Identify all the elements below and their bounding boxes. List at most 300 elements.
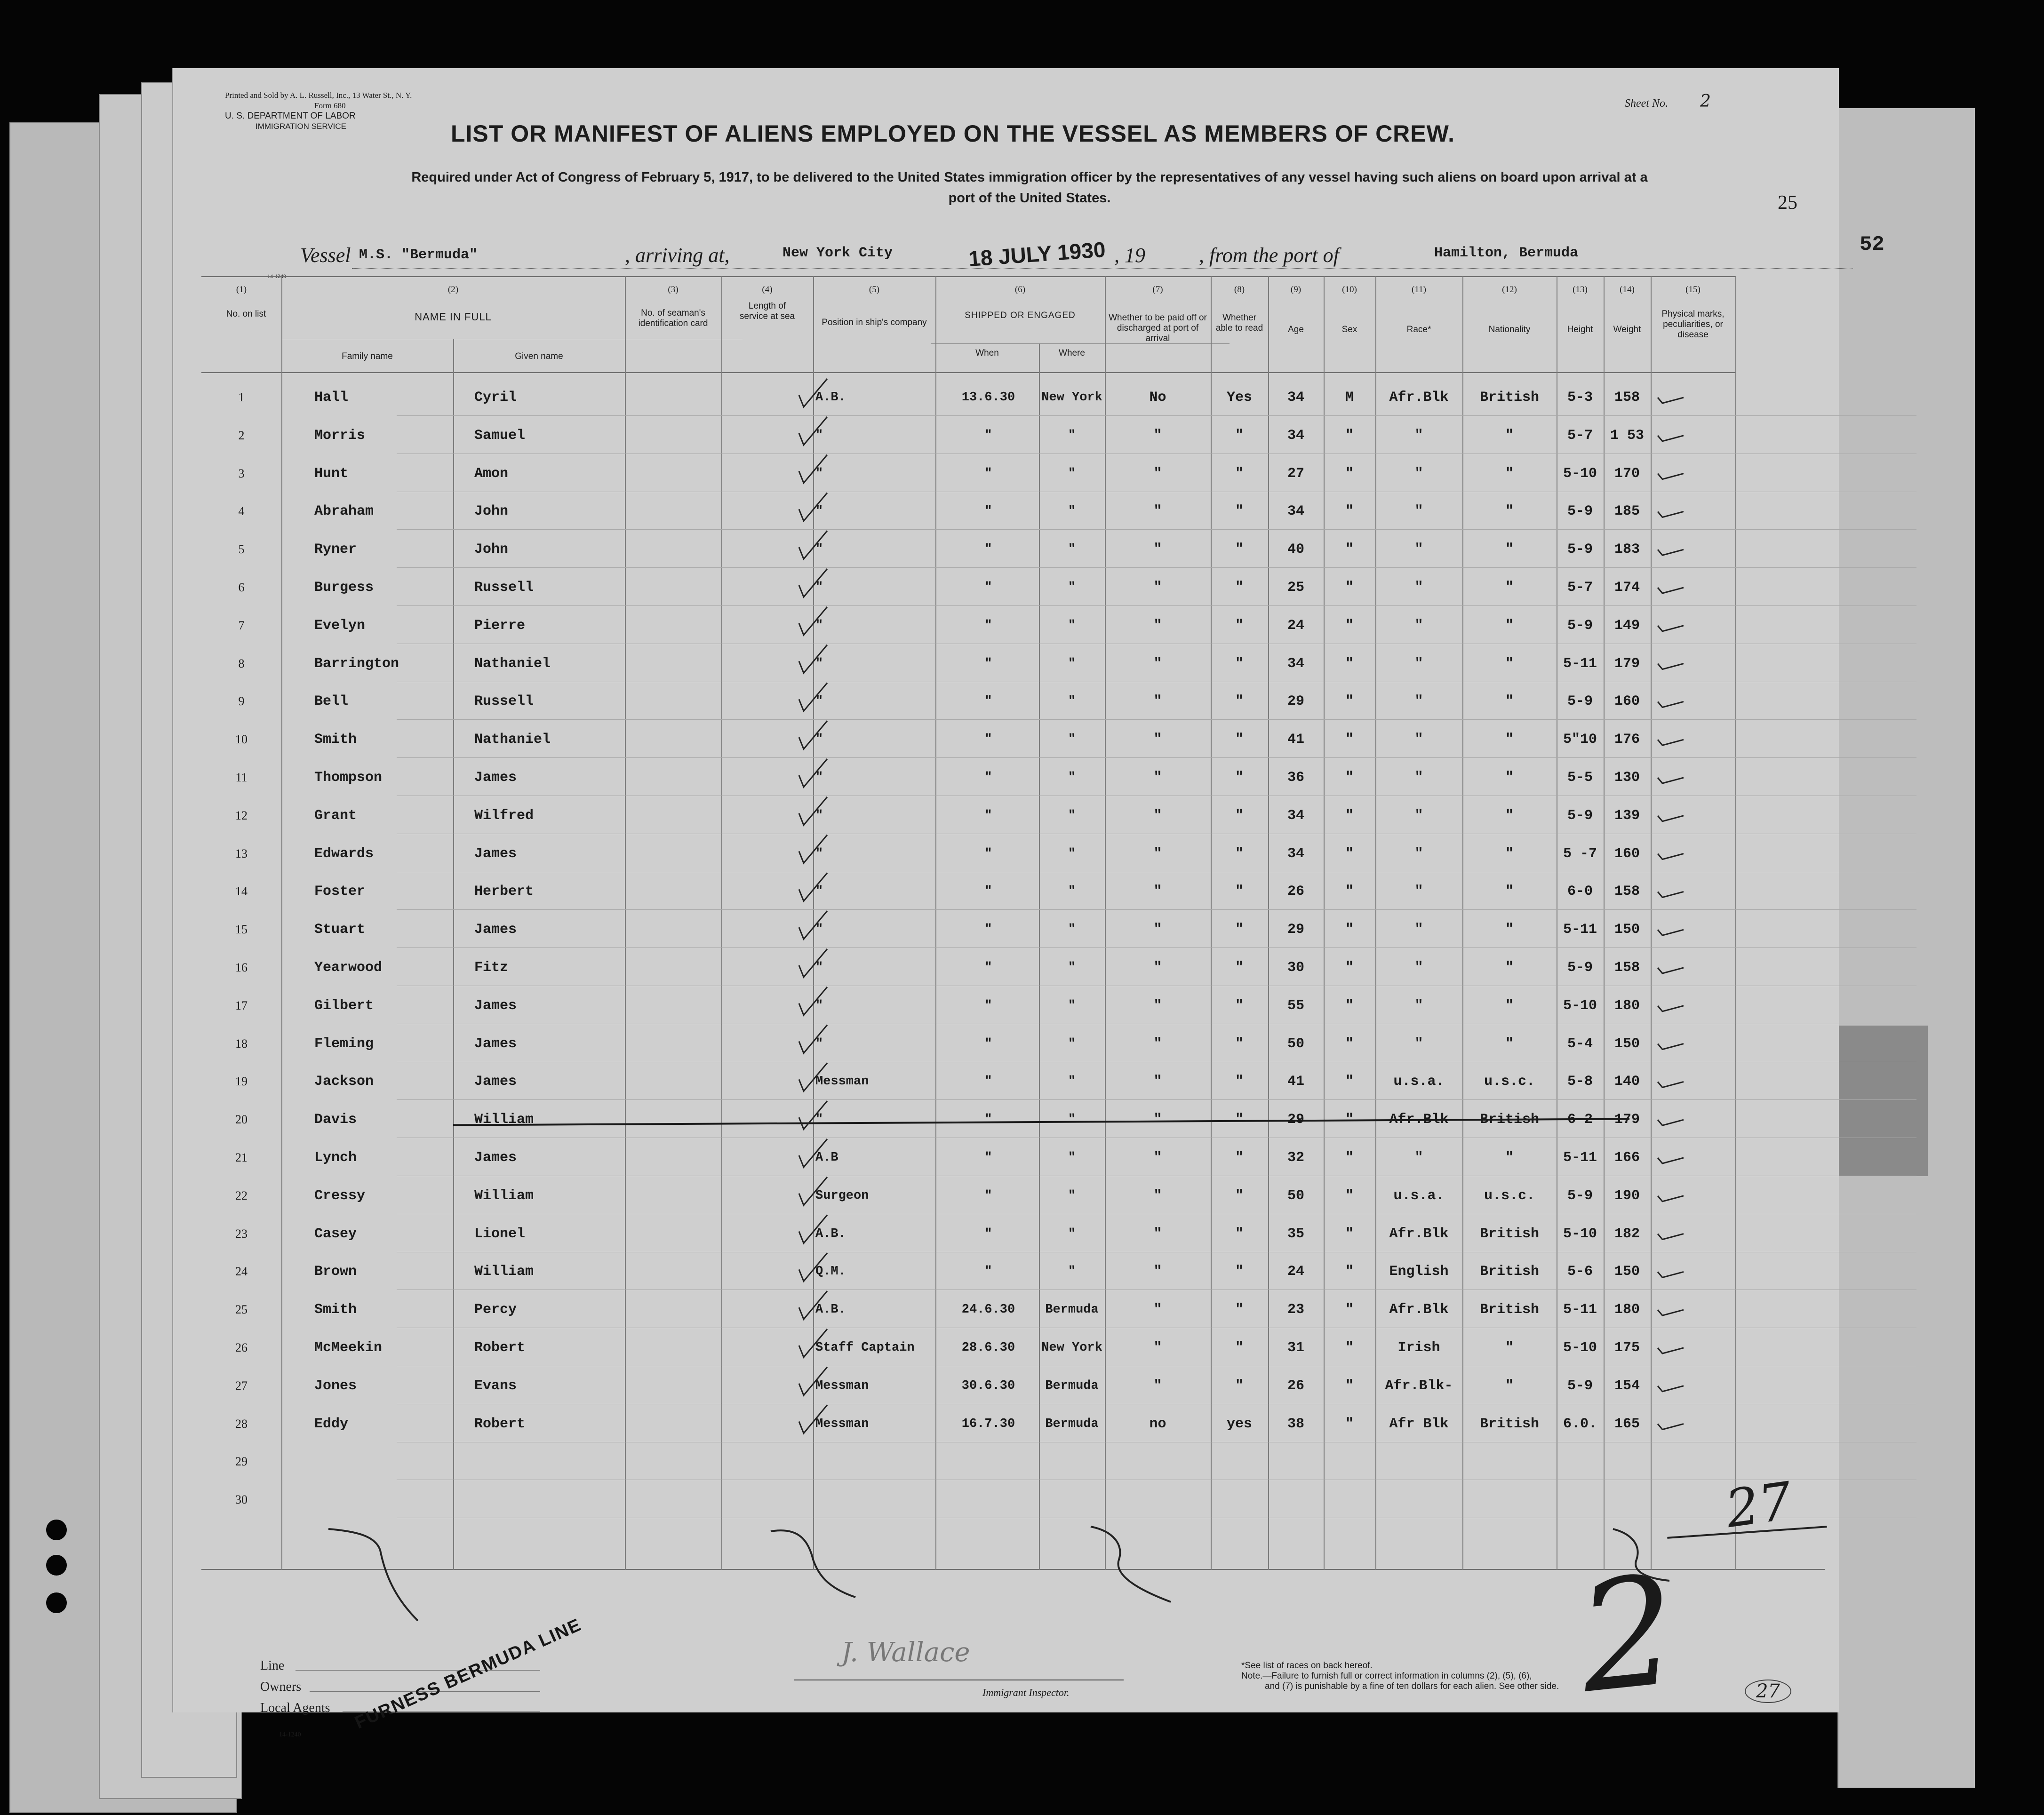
head-race: Race* — [1406, 325, 1431, 334]
shipped-when: 13.6.30 — [961, 390, 1015, 405]
nationality: " — [1505, 1150, 1514, 1166]
colnum-5: (5) — [869, 285, 880, 295]
row-number: 8 — [238, 656, 245, 670]
shipped-where: " — [1068, 998, 1076, 1013]
given-name: Evans — [474, 1377, 517, 1394]
shipped-where: Bermuda — [1045, 1378, 1099, 1393]
manifest-sheet — [172, 68, 1839, 1738]
family-name: Foster — [314, 884, 366, 900]
tick-mark — [799, 683, 827, 711]
row-number: 6 — [238, 581, 245, 594]
row-number: 14 — [235, 884, 248, 899]
given-name: Nathaniel — [474, 655, 551, 672]
given-name — [474, 1443, 623, 1481]
shipped-when: " — [984, 1036, 992, 1051]
weight: 165 — [1614, 1416, 1640, 1432]
nationality: " — [1505, 503, 1514, 520]
given-name: John — [474, 541, 509, 558]
department: U. S. DEPARTMENT OF LABOR — [225, 111, 356, 121]
fine-note-2: and (7) is punishable by a fine of ten dollars for each alien. See other side. — [1265, 1681, 1559, 1691]
fine-note-1: Note.—Failure to furnish full or correct information in columns (2), (5), (6), — [1241, 1671, 1532, 1681]
height: 5-10 — [1563, 997, 1597, 1014]
date-stamp: 18 JULY 1930 — [967, 237, 1107, 271]
age: 40 — [1287, 541, 1304, 558]
sex: " — [1345, 1226, 1354, 1242]
weight: 158 — [1614, 960, 1640, 976]
given-name: Russell — [474, 693, 534, 710]
shipped-when: " — [984, 846, 992, 861]
shipped-when: " — [984, 1151, 992, 1165]
head-weight: Weight — [1613, 325, 1641, 334]
able-to-read: " — [1235, 541, 1244, 558]
weight: 150 — [1614, 1264, 1640, 1280]
row-number: 18 — [235, 1036, 248, 1051]
position: " — [815, 884, 823, 899]
height: 5-10 — [1563, 1226, 1597, 1242]
race: Afr.Blk- — [1385, 1377, 1453, 1394]
weight: 190 — [1614, 1187, 1640, 1204]
given-name: Herbert — [474, 884, 534, 900]
head-shipped: SHIPPED OR ENGAGED — [965, 310, 1076, 320]
race: " — [1414, 465, 1423, 482]
nationality: " — [1505, 732, 1514, 748]
height: 5-9 — [1567, 960, 1593, 976]
able-to-read: " — [1235, 1302, 1244, 1318]
family-name: McMeekin — [314, 1340, 383, 1356]
age: 27 — [1287, 465, 1304, 482]
shipped-where: " — [1068, 694, 1076, 709]
height: 5-6 — [1567, 1264, 1593, 1280]
tick-mark — [799, 911, 827, 939]
position: A.B. — [815, 390, 846, 405]
family-name — [314, 1443, 451, 1481]
colnum-8: (8) — [1234, 285, 1245, 295]
weight: 174 — [1614, 580, 1640, 596]
year-label: , 19 — [1114, 244, 1145, 267]
shipped-when: " — [984, 998, 992, 1013]
nationality: British — [1479, 390, 1540, 406]
row-number: 3 — [238, 466, 245, 480]
printer-credit: Printed and Sold by A. L. Russell, Inc., 13 Water St., N. Y. — [225, 91, 412, 100]
paid-off: " — [1153, 732, 1162, 748]
row-number: 24 — [235, 1265, 248, 1279]
form-code-top: 14-1240 — [267, 273, 286, 279]
given-name: William — [474, 1264, 534, 1280]
row-number: 5 — [238, 542, 245, 557]
shipped-where: " — [1068, 504, 1076, 519]
sex: " — [1345, 770, 1354, 786]
shipped-where: " — [1068, 732, 1076, 747]
race: " — [1414, 770, 1423, 786]
paid-off: No — [1149, 390, 1166, 406]
head-when: When — [975, 348, 999, 358]
marks-tick — [1658, 892, 1684, 897]
paid-off: " — [1153, 427, 1162, 444]
able-to-read: " — [1235, 1377, 1244, 1394]
head-name-in-full: NAME IN FULL — [415, 311, 492, 323]
shipped-where: New York — [1041, 1341, 1102, 1355]
weight: 154 — [1614, 1377, 1640, 1394]
paid-off: " — [1153, 807, 1162, 824]
marks-tick — [1658, 588, 1684, 593]
sex: " — [1345, 580, 1354, 596]
paid-off: " — [1153, 1264, 1162, 1280]
able-to-read: " — [1235, 1226, 1244, 1242]
race: " — [1414, 1150, 1423, 1166]
row-number: 9 — [238, 694, 245, 708]
sex: " — [1345, 1264, 1354, 1280]
tick-mark — [799, 1405, 827, 1433]
able-to-read: " — [1235, 845, 1244, 862]
shipped-when: 16.7.30 — [961, 1417, 1015, 1431]
family-name: Casey — [314, 1226, 357, 1242]
position: Staff Captain — [815, 1341, 915, 1355]
tick-mark — [799, 759, 827, 787]
age: 24 — [1287, 617, 1304, 634]
marks-tick — [1658, 1158, 1684, 1163]
head-where: Where — [1059, 348, 1085, 358]
height: 5-7 — [1567, 580, 1593, 596]
age: 25 — [1287, 580, 1304, 596]
race: " — [1414, 427, 1423, 444]
paid-off: " — [1153, 884, 1162, 900]
age: 34 — [1287, 503, 1304, 520]
colnum-11: (11) — [1412, 285, 1426, 295]
position: " — [815, 998, 823, 1013]
age: 34 — [1287, 427, 1304, 444]
sex: " — [1345, 884, 1354, 900]
nationality: " — [1505, 1377, 1514, 1394]
sex: " — [1345, 503, 1354, 520]
shipped-where: " — [1068, 1113, 1076, 1127]
position: " — [815, 428, 823, 443]
race: " — [1414, 997, 1423, 1014]
age: 23 — [1287, 1302, 1304, 1318]
row-number: 30 — [235, 1493, 248, 1507]
race: " — [1414, 1035, 1423, 1052]
weight: 139 — [1614, 807, 1640, 824]
age: 26 — [1287, 884, 1304, 900]
age: 35 — [1287, 1226, 1304, 1242]
able-to-read: " — [1235, 1035, 1244, 1052]
weight: 1 53 — [1610, 427, 1644, 444]
colnum-7: (7) — [1152, 285, 1163, 295]
tick-mark — [799, 1063, 827, 1091]
race: Afr.Blk — [1389, 1226, 1449, 1242]
sex: " — [1345, 732, 1354, 748]
binder-hole — [46, 1520, 67, 1540]
family-name: Evelyn — [314, 617, 366, 634]
paid-off: " — [1153, 1112, 1162, 1128]
given-name: Lionel — [474, 1226, 526, 1242]
head-no-on-list: No. on list — [226, 309, 266, 319]
colnum-3: (3) — [668, 285, 679, 295]
nationality: British — [1479, 1112, 1540, 1128]
given-name: James — [474, 845, 517, 862]
nationality: British — [1479, 1226, 1540, 1242]
weight: 150 — [1614, 922, 1640, 938]
position: A.B — [815, 1151, 838, 1165]
marks-tick — [1658, 968, 1684, 973]
race: Afr.Blk — [1389, 1112, 1449, 1128]
nationality: " — [1505, 1340, 1514, 1356]
inspector-label: Immigrant Inspector. — [982, 1687, 1070, 1698]
paid-off: " — [1153, 1302, 1162, 1318]
head-sex: Sex — [1341, 325, 1357, 334]
tick-mark — [799, 493, 827, 521]
family-name: Smith — [314, 732, 357, 748]
family-name: Bell — [314, 693, 349, 710]
position: Q.M. — [815, 1265, 846, 1279]
shipped-where: " — [1068, 808, 1076, 823]
vessel-name: M.S. "Bermuda" — [359, 247, 478, 263]
sex: " — [1345, 997, 1354, 1014]
family-name: Burgess — [314, 580, 374, 596]
sex: " — [1345, 807, 1354, 824]
height: 5-4 — [1567, 1035, 1593, 1052]
row-number: 19 — [235, 1075, 248, 1089]
position: Surgeon — [815, 1188, 869, 1203]
shipped-where: " — [1068, 961, 1076, 975]
tick-mark — [799, 949, 827, 977]
height: 5-7 — [1567, 427, 1593, 444]
shipped-when: 24.6.30 — [961, 1303, 1015, 1317]
nationality: " — [1505, 845, 1514, 862]
footer-line-rule — [295, 1670, 540, 1671]
weight: 150 — [1614, 1035, 1640, 1052]
head-age: Age — [1288, 325, 1304, 334]
position: " — [815, 694, 823, 709]
subtitle-line-2: port of the United States. — [948, 191, 1111, 206]
paid-off: " — [1153, 960, 1162, 976]
tick-mark — [799, 417, 827, 445]
position: " — [815, 618, 823, 633]
tick-mark — [799, 1215, 827, 1243]
able-to-read: " — [1235, 732, 1244, 748]
marks-tick — [1658, 1272, 1684, 1277]
colnum-10: (10) — [1342, 285, 1357, 295]
weight: 130 — [1614, 770, 1640, 786]
form-code-bottom: 14-1240 — [279, 1731, 301, 1738]
shipped-where: " — [1068, 1265, 1076, 1279]
sheet-number: 2 — [1700, 92, 1711, 111]
shipped-when: " — [984, 1226, 992, 1241]
height: 5-9 — [1567, 1187, 1593, 1204]
sex: " — [1345, 845, 1354, 862]
head-height: Height — [1567, 325, 1593, 334]
departure-port: Hamilton, Bermuda — [1434, 245, 1579, 261]
weight: 158 — [1614, 390, 1640, 406]
tick-mark — [799, 1101, 827, 1129]
shipped-where: " — [1068, 923, 1076, 937]
family-name: Eddy — [314, 1416, 349, 1432]
tick-mark — [799, 721, 827, 749]
tick-mark — [799, 797, 827, 825]
weight: 158 — [1614, 884, 1640, 900]
age: 29 — [1287, 922, 1304, 938]
height: 5-11 — [1563, 1150, 1597, 1166]
given-name: William — [474, 1112, 534, 1128]
shipped-when: " — [984, 884, 992, 899]
tick-mark — [799, 531, 827, 559]
head-paid-off: Whether to be paid off or discharged at port of arrival — [1109, 313, 1207, 343]
race: " — [1414, 732, 1423, 748]
marks-tick — [1658, 1424, 1684, 1430]
marks-tick — [1658, 626, 1684, 631]
given-name: James — [474, 922, 517, 938]
shipped-where: " — [1068, 656, 1076, 671]
able-to-read: " — [1235, 1074, 1244, 1090]
paid-off: " — [1153, 1035, 1162, 1052]
given-name: Amon — [474, 465, 509, 482]
paid-off: " — [1153, 655, 1162, 672]
weight: 140 — [1614, 1074, 1640, 1090]
given-name: Samuel — [474, 427, 526, 444]
weight: 182 — [1614, 1226, 1640, 1242]
shipped-when: " — [984, 1188, 992, 1203]
family-name: Morris — [314, 427, 366, 444]
row-number: 7 — [238, 618, 245, 632]
family-name: Yearwood — [314, 960, 383, 976]
able-to-read: " — [1235, 1112, 1244, 1128]
given-name: Wilfred — [474, 807, 534, 824]
head-position: Position in ship's company — [822, 318, 927, 327]
weight: 176 — [1614, 732, 1640, 748]
shipped-where: " — [1068, 428, 1076, 443]
footer-agents-label: Local Agents — [260, 1701, 330, 1715]
tick-mark — [799, 873, 827, 901]
race: " — [1414, 655, 1423, 672]
shipped-when: 30.6.30 — [961, 1378, 1015, 1393]
position: " — [815, 961, 823, 975]
tick-mark — [799, 1367, 827, 1395]
able-to-read: Yes — [1226, 390, 1252, 406]
race: Afr.Blk — [1389, 1302, 1449, 1318]
weight: 160 — [1614, 845, 1640, 862]
height: 5-10 — [1563, 1340, 1597, 1356]
weight: 170 — [1614, 465, 1640, 482]
family-name: Abraham — [314, 503, 374, 520]
sex: " — [1345, 1074, 1354, 1090]
able-to-read: " — [1235, 1150, 1244, 1166]
row-number: 21 — [235, 1151, 248, 1164]
head-read: Whether able to read — [1215, 313, 1263, 333]
family-name: Brown — [314, 1264, 357, 1280]
weight: 160 — [1614, 693, 1640, 710]
able-to-read: " — [1235, 693, 1244, 710]
paid-off: " — [1153, 770, 1162, 786]
shipped-when: " — [984, 466, 992, 481]
able-to-read: " — [1235, 503, 1244, 520]
sex: " — [1345, 960, 1354, 976]
shipped-where: Bermuda — [1045, 1417, 1099, 1431]
age: 30 — [1287, 960, 1304, 976]
nationality: " — [1505, 770, 1514, 786]
shipped-when: " — [984, 618, 992, 633]
nationality: British — [1479, 1416, 1540, 1432]
paid-off: " — [1153, 465, 1162, 482]
height: 5-11 — [1563, 1302, 1597, 1318]
height: 5"10 — [1563, 732, 1597, 748]
inspector-signature: J. Wallace — [841, 1637, 970, 1668]
age: 50 — [1287, 1187, 1304, 1204]
nationality: " — [1505, 807, 1514, 824]
family-name: Fleming — [314, 1035, 374, 1052]
race: " — [1414, 922, 1423, 938]
sex: " — [1345, 1112, 1354, 1128]
family-name: Grant — [314, 807, 357, 824]
marks-tick — [1658, 474, 1684, 479]
head-family-name: Family name — [342, 351, 393, 361]
marks-tick — [1658, 549, 1684, 555]
able-to-read: " — [1235, 884, 1244, 900]
row-number: 20 — [235, 1113, 248, 1127]
shipped-where: Bermuda — [1045, 1303, 1099, 1317]
position: " — [815, 581, 823, 595]
height: 5-11 — [1563, 922, 1597, 938]
family-name: Thompson — [314, 770, 383, 786]
height: 5-5 — [1567, 770, 1593, 786]
age: 55 — [1287, 997, 1304, 1014]
head-nationality: Nationality — [1488, 325, 1531, 334]
family-name: Cressy — [314, 1187, 366, 1204]
sex: " — [1345, 541, 1354, 558]
given-name: Pierre — [474, 617, 526, 634]
height: 5-11 — [1563, 655, 1597, 672]
age: 32 — [1287, 1150, 1304, 1166]
paid-off: " — [1153, 1187, 1162, 1204]
row-number: 25 — [235, 1303, 248, 1317]
age: 38 — [1287, 1416, 1304, 1432]
race: " — [1414, 693, 1423, 710]
race: " — [1414, 541, 1423, 558]
paid-off: no — [1149, 1416, 1166, 1432]
weight: 175 — [1614, 1340, 1640, 1356]
position: " — [815, 656, 823, 671]
row-number: 1 — [238, 390, 245, 404]
given-name: James — [474, 770, 517, 786]
row-number: 17 — [235, 998, 248, 1012]
nationality: " — [1505, 960, 1514, 976]
race: " — [1414, 617, 1423, 634]
paid-off: " — [1153, 1226, 1162, 1242]
shipped-where: " — [1068, 542, 1076, 557]
sex: " — [1345, 1302, 1354, 1318]
row-number: 10 — [235, 732, 248, 747]
sheet-label: Sheet No. — [1625, 97, 1668, 110]
position: " — [815, 542, 823, 557]
marks-tick — [1658, 1348, 1684, 1353]
shipped-when: " — [984, 808, 992, 823]
position: " — [815, 846, 823, 861]
age: 41 — [1287, 732, 1304, 748]
marks-tick — [1658, 1006, 1684, 1011]
position: A.B. — [815, 1303, 846, 1317]
paid-off: " — [1153, 1377, 1162, 1394]
age: 34 — [1287, 390, 1304, 406]
family-name: Barrington — [314, 655, 399, 672]
nationality: British — [1479, 1264, 1540, 1280]
family-name: Stuart — [314, 922, 366, 938]
race: " — [1414, 884, 1423, 900]
nationality: u.s.c. — [1484, 1074, 1535, 1090]
page-number: 25 — [1778, 192, 1797, 214]
nationality: " — [1505, 997, 1514, 1014]
circled-total: 27 — [1745, 1680, 1791, 1703]
age: 34 — [1287, 845, 1304, 862]
nationality: " — [1505, 922, 1514, 938]
shipped-where: " — [1068, 846, 1076, 861]
